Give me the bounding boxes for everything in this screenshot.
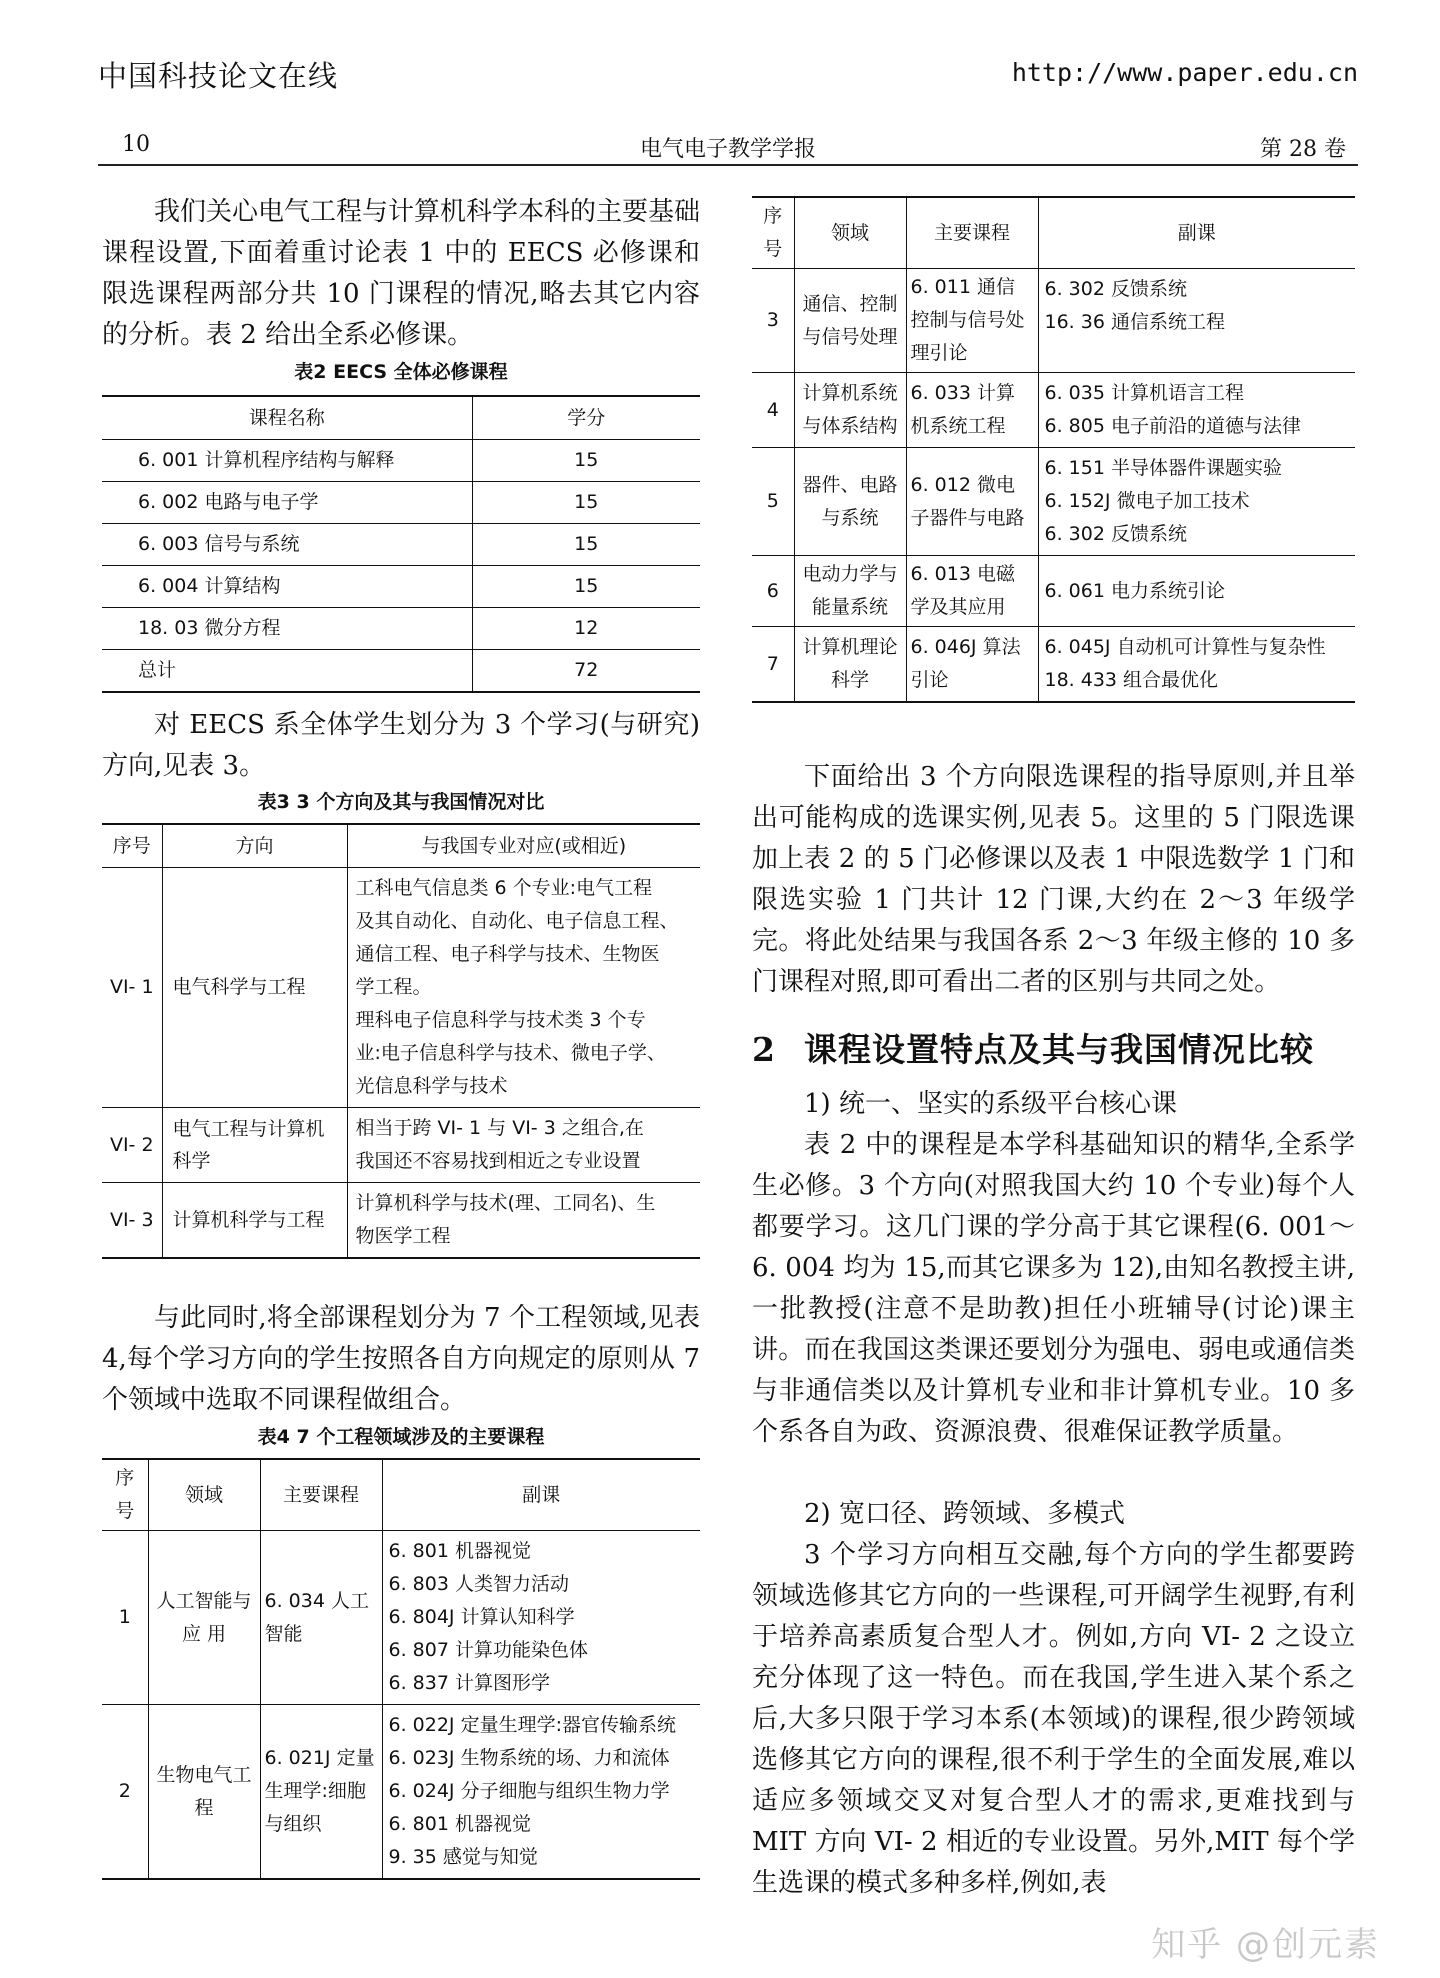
table-cell (382, 1705, 700, 1880)
table-row (102, 608, 700, 650)
table-row (102, 1183, 700, 1259)
section-title: 课程设置特点及其与我国情况比较 (803, 1030, 1314, 1069)
cell-line: 6. 804J 计算认知科学 (388, 1606, 575, 1628)
table2 (102, 395, 700, 693)
subsection-2-text: 3 个学习方向相互交融,每个方向的学生都要跨领域选修其它方向的一些课程,可开阔学生视野,有利于培养高素质复合型人才。例如,方向 VI- 2 之设立充分体现了这一特色。而在我国,学生进入某个系之后,大多只限于学习本系(本领域)的课程,很少跨领域选修其它方向的课程,很不利于学生的全面发展,难以适应多领域交叉对复合型人才的需求,更难找到与 MIT 方向 VI- 2 相近的专业设置。另外,MIT 每个学生选课的模式多种多样,例如,表 (752, 1540, 1355, 1898)
table-cell: 6. 021J 定量生理学:细胞与组织 (260, 1705, 382, 1880)
cell-line: 6. 152J 微电子加工技术 (1044, 490, 1250, 512)
cell-line: 我国还不容易找到相近之专业设置 (355, 1150, 641, 1172)
table-cell (1038, 556, 1355, 627)
cell-line: 物医学工程 (355, 1225, 451, 1247)
cell-line: 6. 045J 自动机可计算性与复杂性 (1044, 636, 1326, 658)
table-cell: 18. 03 微分方程 (102, 608, 472, 650)
table3-caption: 表3 3 个方向及其与我国情况对比 (257, 791, 545, 813)
table-cell: 72 (472, 650, 700, 693)
table-cell: 6. 001 计算机程序结构与解释 (102, 440, 472, 482)
cell-line: 通信工程、电子科学与技术、生物医 (355, 943, 660, 965)
table4-header-minor: 副课 (382, 1459, 700, 1531)
cell-line: 6. 024J 分子细胞与组织生物力学 (388, 1780, 670, 1802)
table-cell: 6. 013 电磁学及其应用 (906, 556, 1038, 627)
table-cell: 通信、控制与信号处理 (794, 269, 906, 373)
table3-header-id: 序号 (102, 824, 162, 868)
table-cell: 6. 002 电路与电子学 (102, 482, 472, 524)
cell-line: 6. 801 机器视觉 (388, 1540, 531, 1562)
table-row (102, 566, 700, 608)
table3-header-mapping: 与我国专业对应(或相近) (347, 824, 700, 868)
table-cell: 3 (752, 269, 794, 373)
electives-paragraph: 下面给出 3 个方向限选课程的指导原则,并且举出可能构成的选课实例,见表 5。这里的 5 门限选课加上表 2 的 5 门必修课以及表 1 中限选数学 1 门和限选实验 1 门共计 12 门课,大约在 2～3 年级学完。将此处结果与我国各系 2～3 年级主修的 10 多门课程对照,即可看出二者的区别与共同之处。 (752, 762, 1355, 997)
cell-line: 6. 801 机器视觉 (388, 1813, 531, 1835)
cell-line: 学工程。 (355, 976, 432, 998)
cell-line: 6. 023J 生物系统的场、力和流体 (388, 1747, 670, 1769)
table-row (102, 1531, 700, 1705)
table-cell: 生物电气工程 (148, 1705, 260, 1880)
fields-paragraph: 与此同时,将全部课程划分为 7 个工程领域,见表 4,每个学习方向的学生按照各自方向规定的原则从 7 个领域中选取不同课程做组合。 (102, 1303, 700, 1415)
table-cell (347, 1108, 700, 1183)
cell-line: 9. 35 感觉与知觉 (388, 1846, 538, 1868)
cell-line: 工科电气信息类 6 个专业:电气工程 (355, 877, 653, 899)
cell-line: 相当于跨 VI- 1 与 VI- 3 之组合,在 (355, 1117, 644, 1139)
cell-line: 6. 807 计算功能染色体 (388, 1639, 588, 1661)
cell-line: 计算机科学与技术(理、工同名)、生 (355, 1192, 656, 1214)
table-cell: 15 (472, 440, 700, 482)
cell-line: 18. 433 组合最优化 (1044, 669, 1219, 691)
table4-part2 (752, 196, 1355, 703)
table-cell: 6 (752, 556, 794, 627)
table-cell: 6. 034 人工智能 (260, 1531, 382, 1705)
running-header (98, 128, 1358, 166)
subsection-1-text: 表 2 中的课程是本学科基础知识的精华,全系学生必修。3 个方向(对照我国大约 10 个专业)每个人都要学习。这几门课的学分高于其它课程(6. 001～6. 004 均为 15,而其它课多为 12),由知名教授主讲,一批教授(注意不是助教)担任小班辅导(讨论)课主讲。而在我国这类课还要划分为强电、弱电或通信类与非通信类以及计算机专业和非计算机专业。10 多个系各自为政、资源浪费、很难保证教学质量。 (752, 1130, 1355, 1447)
table-cell: 电动力学与能量系统 (794, 556, 906, 627)
table-cell: 15 (472, 482, 700, 524)
cell-line: 6. 302 反馈系统 (1044, 523, 1187, 545)
cell-line: 光信息科学与技术 (355, 1075, 508, 1097)
table4-part1 (102, 1458, 700, 1880)
table-cell: 计算机系统与体系结构 (794, 373, 906, 448)
table-cell: 计算机科学与工程 (162, 1183, 347, 1259)
table-cell: 电气工程与计算机科学 (162, 1108, 347, 1183)
table-cell: 5 (752, 448, 794, 556)
table-row (102, 868, 700, 1108)
cell-line: 16. 36 通信系统工程 (1044, 311, 1225, 333)
table-row (752, 269, 1355, 373)
directions-paragraph: 对 EECS 系全体学生划分为 3 个学习(与研究)方向,见表 3。 (102, 710, 700, 781)
table-cell: 电气科学与工程 (162, 868, 347, 1108)
table-row (102, 440, 700, 482)
table-cell: VI- 1 (102, 868, 162, 1108)
table-row (752, 627, 1355, 703)
table4-header-field: 领域 (148, 1459, 260, 1531)
table-cell: 6. 012 微电子器件与电路 (906, 448, 1038, 556)
table4-header-main: 主要课程 (906, 197, 1038, 269)
table-row (752, 556, 1355, 627)
table4-header-field: 领域 (794, 197, 906, 269)
table-cell (1038, 269, 1355, 373)
intro-paragraph: 我们关心电气工程与计算机科学本科的主要基础课程设置,下面着重讨论表 1 中的 EECS 必修课和限选课程两部分共 10 门课程的情况,略去其它内容的分析。表 2 给出全系必修课。 (102, 197, 701, 350)
journal-name: 电气电子教学学报 (639, 137, 816, 162)
cell-line: 6. 061 电力系统引论 (1044, 579, 1225, 602)
table-cell (347, 1183, 700, 1259)
subsection-1-title: 1) 统一、坚实的系级平台核心课 (804, 1089, 1177, 1119)
site-url: http://www.paper.edu.cn (1011, 58, 1358, 87)
cell-line: 业:电子信息科学与技术、微电子学、 (355, 1042, 666, 1064)
table-cell: 12 (472, 608, 700, 650)
table2-header-course: 课程名称 (102, 396, 472, 440)
subsection-2-title: 2) 宽口径、跨领域、多模式 (804, 1499, 1125, 1529)
cell-line: 6. 302 反馈系统 (1044, 278, 1187, 300)
table-cell: 2 (102, 1705, 148, 1880)
table-cell: 4 (752, 373, 794, 448)
table-cell (1038, 448, 1355, 556)
cell-line: 6. 035 计算机语言工程 (1044, 382, 1244, 404)
volume-label: 第 28 卷 (1260, 137, 1346, 162)
table-cell (347, 868, 700, 1108)
page-number: 10 (122, 132, 150, 157)
table-cell: VI- 3 (102, 1183, 162, 1259)
table-row (752, 373, 1355, 448)
table-row (102, 482, 700, 524)
table-cell (1038, 627, 1355, 703)
table-row (102, 1705, 700, 1880)
table-cell: 7 (752, 627, 794, 703)
table-cell: 15 (472, 566, 700, 608)
table-cell: 6. 004 计算结构 (102, 566, 472, 608)
cell-line: 6. 837 计算图形学 (388, 1672, 550, 1694)
table-cell: 6. 046J 算法引论 (906, 627, 1038, 703)
section-number: 2 (752, 1030, 776, 1069)
table4-caption: 表4 7 个工程领域涉及的主要课程 (257, 1426, 545, 1448)
cell-line: 理科电子信息科学与技术类 3 个专 (355, 1009, 646, 1031)
table-cell: 计算机理论科学 (794, 627, 906, 703)
table-row (102, 524, 700, 566)
table-cell: 6. 011 通信控制与信号处理引论 (906, 269, 1038, 373)
table4-header-id: 序号 (752, 197, 794, 269)
cell-line: 及其自动化、自动化、电子信息工程、 (355, 910, 679, 932)
table2-header-credits: 学分 (472, 396, 700, 440)
table-cell: 总计 (102, 650, 472, 693)
cell-line: 6. 805 电子前沿的道德与法律 (1044, 415, 1301, 437)
table-cell: 器件、电路与系统 (794, 448, 906, 556)
section-heading (752, 1024, 1314, 1071)
table4-header-id: 序号 (102, 1459, 148, 1531)
table-cell: 6. 033 计算机系统工程 (906, 373, 1038, 448)
table-cell: 1 (102, 1531, 148, 1705)
table2-caption: 表2 EECS 全体必修课程 (294, 361, 508, 383)
table3-header-direction: 方向 (162, 824, 347, 868)
table-row (102, 650, 700, 693)
cell-line: 6. 022J 定量生理学:器官传输系统 (388, 1714, 676, 1736)
table4-header-minor: 副课 (1038, 197, 1355, 269)
watermark: 知乎 @创元素 (1151, 1925, 1380, 1965)
site-name: 中国科技论文在线 (98, 59, 339, 93)
cell-line: 6. 803 人类智力活动 (388, 1573, 569, 1595)
table-row (102, 1108, 700, 1183)
table-row (752, 448, 1355, 556)
table-cell: 6. 003 信号与系统 (102, 524, 472, 566)
table-cell: 15 (472, 524, 700, 566)
table-cell: VI- 2 (102, 1108, 162, 1183)
table-cell: 人工智能与 应 用 (148, 1531, 260, 1705)
table-cell (1038, 373, 1355, 448)
table4-header-main: 主要课程 (260, 1459, 382, 1531)
table3 (102, 823, 700, 1259)
table-cell (382, 1531, 700, 1705)
cell-line: 6. 151 半导体器件课题实验 (1044, 457, 1282, 479)
